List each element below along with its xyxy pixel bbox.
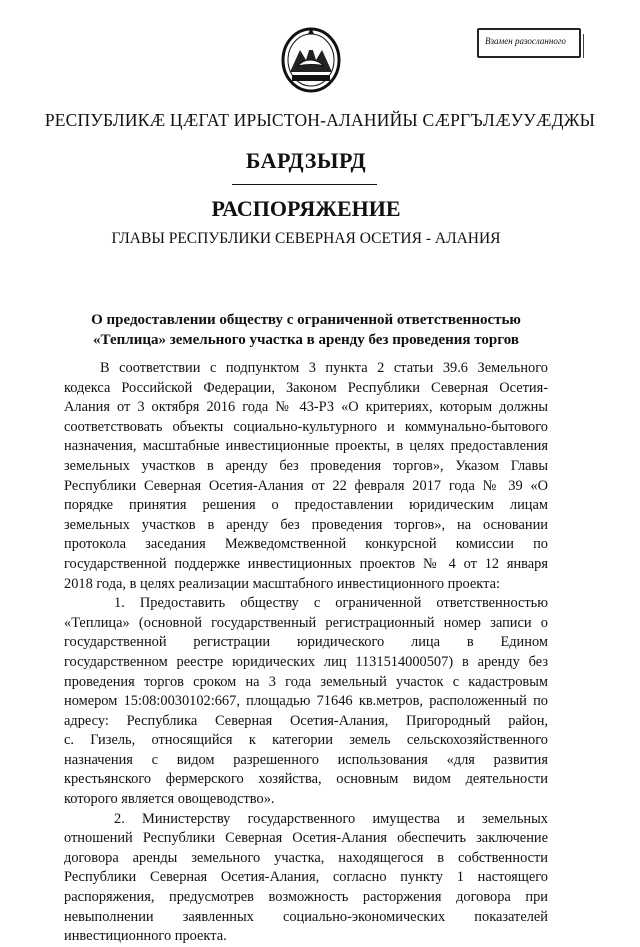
text-line: земельных участков в аренду без проведения торгов», Указом Главы: [64, 457, 548, 474]
text-line: номером 15:08:0030102:667, площадью 71646 кв.метров, расположенный по: [64, 693, 548, 710]
text-line: кодекса Российской Федерации, Законом Республики Северная Осетия-: [64, 379, 548, 396]
stamp-text: Взамен разосланного: [485, 36, 566, 46]
text-line: государственной поддержке инвестиционных проектов № 4 от 12 января: [64, 555, 548, 572]
text-line: земельных участков в аренду без проведения торгов», на основании: [64, 516, 548, 533]
item-1-paragraph: [64, 594, 548, 810]
text-line: распоряжения, предусмотрев возможность расторжения договора при: [64, 889, 548, 906]
text-line: отношений Республики Северная Осетия-Алания обеспечить заключение: [64, 830, 548, 847]
text-line: договора аренды земельного участка, находящегося в собственности: [64, 849, 548, 866]
text-line: назначения, масштабные инвестиционные проекты, в целях предоставления: [64, 438, 548, 455]
subject-line: О предоставлении обществу с ограниченной ответственностью: [91, 312, 521, 328]
document-body: [64, 359, 548, 947]
item-2-paragraph: [64, 810, 548, 947]
text-line: В соответствии с подпунктом 3 пункта 2 статьи 39.6 Земельного: [100, 360, 548, 376]
document-subject: [60, 310, 552, 350]
text-line: протокола заседания Межведомственной конкурсной комиссии по: [64, 536, 548, 553]
replacement-stamp: [477, 28, 581, 58]
text-line: невыполнении заявленных социально-экономических показателей: [64, 908, 548, 925]
text-line: адресу: Республика Северная Осетия-Алания, Пригородный район,: [64, 712, 548, 729]
text-line: государственной регистрации юридического лица в Едином: [64, 634, 548, 651]
text-line: Республики Северная Осетия-Алания от 22 февраля 2017 года № 39 «О: [64, 477, 548, 494]
issuer-title: ГЛАВЫ РЕСПУБЛИКИ СЕВЕРНАЯ ОСЕТИЯ - АЛАНИЯ: [111, 230, 501, 247]
text-line: 2. Министерству государственного имущества и земельных: [114, 810, 548, 827]
preamble-paragraph: [64, 359, 548, 594]
coat-of-arms-emblem-icon: [278, 20, 344, 96]
text-line: соответствовать объекты социально-культурного и коммунально-бытового: [64, 418, 548, 435]
text-line: крестьянского фермерского хозяйства, основным видом деятельности: [64, 771, 548, 788]
subject-line: «Теплица» земельного участка в аренду без проведения торгов: [93, 332, 519, 348]
title-divider: [232, 184, 377, 185]
text-line: инвестиционного проекта.: [64, 928, 227, 945]
text-line: «Теплица» (основной государственный регистрационный номер записи о: [64, 614, 548, 631]
text-line: назначения с видом разрешенного использования «для развития: [64, 751, 548, 768]
text-line: 2018 года, в целях реализации масштабного инвестиционного проекта:: [64, 575, 500, 592]
republic-title: РЕСПУБЛИКӔ ЦӔГАТ ИРЫСТОН-АЛАНИЙЫ СӔРГЪЛӔУУӔДЖЫ: [44, 110, 596, 130]
text-line: Республики Северная Осетия-Алания, согласно пункту 1 настоящего: [64, 869, 548, 886]
text-line: проведения торгов сроком на 3 года земельный участок с кадастровым: [64, 673, 548, 690]
document-type-ossetian: БАРДЗЫРД: [245, 148, 367, 173]
text-line: государственном реестре юридических лиц 1131514000507) в аренду без: [64, 653, 548, 670]
text-line: 1. Предоставить обществу с ограниченной ответственностью: [114, 595, 548, 612]
text-line: Алания от 3 октября 2016 года № 43-РЗ «О критериях, которым должны: [64, 399, 548, 416]
text-line: которого является овощеводство».: [64, 791, 275, 808]
text-line: порядке принятия решения о предоставлении юридическим лицам: [64, 497, 548, 514]
document-type: РАСПОРЯЖЕНИЕ: [211, 196, 401, 221]
text-line: с. Гизель, относящийся к категории земель сельскохозяйственного: [64, 732, 548, 749]
